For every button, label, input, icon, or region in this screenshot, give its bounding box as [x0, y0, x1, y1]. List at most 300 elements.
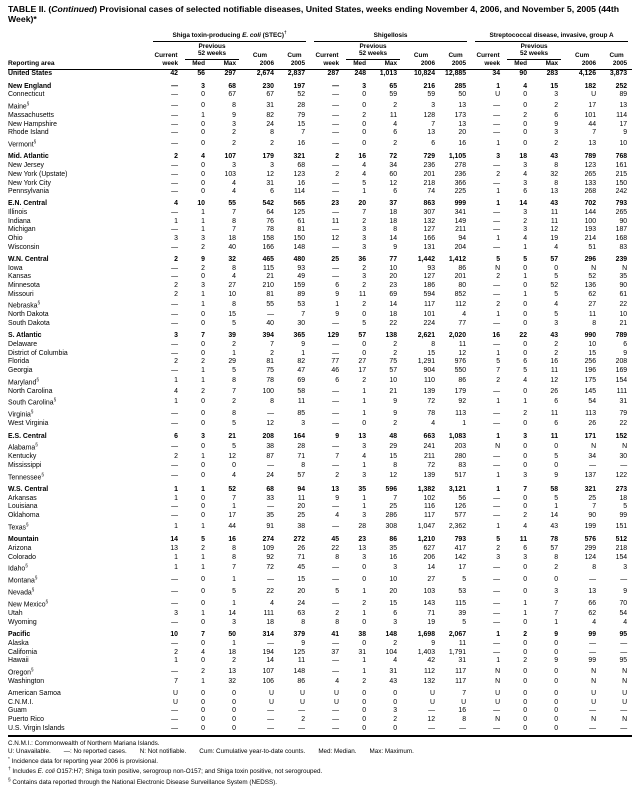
value-cell: 904 [423, 367, 436, 375]
value-cell: 22 [331, 544, 340, 552]
value-cell: 215 [615, 170, 628, 178]
value-cell: 1 [362, 398, 367, 406]
value-cell: 25 [588, 494, 597, 502]
value-cell: 3 [232, 162, 236, 170]
value-cell: 2,837 [287, 70, 306, 78]
table-row [8, 200, 632, 209]
week-label: week [149, 60, 183, 70]
value-cell: — [332, 111, 340, 119]
value-cell: 40 [228, 243, 236, 251]
value-cell: 166 [262, 243, 274, 251]
value-cell: 0 [201, 494, 205, 502]
value-cell: 64 [266, 209, 274, 217]
value-cell: 0 [362, 698, 367, 706]
value-cell: 149 [454, 217, 467, 225]
value-cell: 7 [592, 503, 597, 511]
area-cell: Pacific [8, 631, 31, 639]
value-cell: 27 [427, 576, 436, 583]
previous-label: Previous [520, 42, 548, 50]
area-cell: Arizona [8, 544, 32, 552]
value-cell: 111 [616, 387, 628, 395]
value-cell: — [402, 725, 440, 736]
value-cell: 550 [454, 367, 467, 375]
value-cell: 2 [174, 282, 178, 290]
value-cell: — [171, 111, 178, 119]
abbreviation-item: U: Unavailable. [8, 747, 51, 755]
value-cell: 50 [228, 631, 236, 639]
value-cell: 34 [588, 453, 597, 461]
value-cell: 4 [523, 522, 528, 530]
table-row [8, 574, 632, 586]
value-cell: 5 [362, 320, 367, 328]
area-cell: Delaware [8, 340, 38, 348]
table-row [8, 408, 632, 420]
value-cell: 78 [550, 536, 559, 544]
value-cell: 1 [174, 398, 178, 406]
value-cell: 1 [496, 235, 501, 243]
value-cell: 21 [619, 320, 628, 328]
value-cell: 0 [201, 349, 205, 357]
value-cell: 1 [232, 639, 236, 647]
value-cell: 9 [301, 340, 306, 348]
value-cell: 59 [427, 91, 436, 99]
area-cell: Idaho§ [8, 563, 28, 573]
value-cell: — [493, 340, 501, 348]
area-cell: E.S. Central [8, 432, 47, 440]
value-cell: 16 [492, 332, 501, 340]
value-cell: 53 [297, 301, 306, 309]
value-cell: 2 [201, 358, 205, 366]
value-cell: 7 [301, 129, 306, 137]
value-cell: 58 [550, 486, 559, 494]
value-cell: 1 [201, 301, 205, 309]
abbreviation-item: Max: Maximum. [369, 747, 414, 755]
value-cell: 206 [423, 553, 436, 561]
value-cell: U [334, 690, 340, 698]
cum-label: Cum [287, 52, 302, 60]
value-cell: 793 [454, 536, 467, 544]
value-cell: 204 [454, 243, 467, 251]
value-cell: 82 [266, 111, 274, 119]
value-cell: U [173, 690, 178, 698]
value-cell: 67 [266, 91, 274, 99]
value-cell: 0 [201, 410, 205, 418]
reporting-area-label: Reporting area [8, 60, 149, 70]
value-cell: 112 [424, 667, 436, 675]
value-cell: 38 [266, 442, 274, 450]
value-cell: 702 [584, 200, 597, 208]
footnote-cnmi: C.N.M.I.: Commonwealth of Northern Mariana Islands. [8, 739, 160, 747]
value-cell: 2 [554, 349, 559, 357]
value-cell: — [332, 420, 340, 428]
value-cell: 8 [232, 217, 236, 225]
value-cell: 1 [496, 398, 501, 406]
value-cell: 5 [335, 588, 340, 595]
value-cell: 10 [389, 377, 398, 385]
value-cell: 11 [550, 410, 559, 418]
value-cell: 29 [389, 442, 398, 450]
value-cell: — [493, 387, 501, 395]
value-cell: 278 [454, 162, 467, 170]
value-cell: 1 [362, 657, 367, 665]
value-cell: 16 [297, 179, 306, 187]
value-cell: 18 [519, 153, 528, 161]
value-cell: 10,824 [413, 70, 436, 78]
value-cell: 57 [550, 255, 559, 263]
value-cell: 7 [301, 311, 306, 319]
value-cell: 148 [293, 243, 306, 251]
value-cell: 2 [362, 282, 367, 290]
value-cell: 12 [266, 170, 274, 178]
value-cell: 2 [301, 716, 306, 724]
table-row [8, 545, 632, 554]
value-cell: 37 [331, 648, 340, 656]
title-post: ) Provisional cases of selected notifiable diseases, United States, weeks ending November 4, 2006, and November 5, 2005 (44th Week)* [8, 4, 620, 25]
value-cell: 252 [615, 82, 628, 90]
value-cell: 100 [262, 387, 274, 395]
value-cell: U [495, 690, 501, 698]
value-cell: 0 [523, 320, 528, 328]
value-cell: 86 [389, 536, 398, 544]
value-cell: 20 [297, 588, 306, 595]
table-row [8, 690, 632, 699]
value-cell: 239 [615, 255, 628, 263]
value-cell: 0 [210, 725, 241, 736]
value-cell: 7 [592, 129, 597, 137]
value-cell: 51 [588, 243, 597, 251]
value-cell: 208 [262, 432, 274, 440]
area-cell: Minnesota [8, 282, 40, 290]
value-cell: 2 [201, 264, 205, 272]
value-cell: 14 [427, 564, 436, 571]
value-cell: 465 [262, 255, 274, 263]
med-label: Med [505, 60, 532, 70]
value-cell: 576 [584, 536, 597, 544]
value-cell: 248 [354, 70, 367, 78]
value-cell: — [620, 576, 628, 583]
value-cell: 148 [385, 631, 398, 639]
value-cell: 80 [458, 282, 467, 290]
value-cell: 78 [427, 410, 436, 418]
value-cell: 18 [266, 619, 274, 627]
value-cell: 0 [523, 461, 528, 469]
value-cell: 61 [619, 290, 628, 298]
table-row [8, 341, 632, 350]
value-cell: 6 [335, 377, 340, 385]
value-cell: 663 [423, 432, 436, 440]
value-cell: 86 [458, 377, 467, 385]
value-cell: 15 [588, 349, 597, 357]
value-cell: 4 [431, 420, 436, 428]
value-cell: 11 [458, 639, 467, 647]
value-cell: — [589, 461, 597, 469]
value-cell: 2 [393, 349, 398, 357]
footnote-note: † Includes E. coli O157:H7; Shiga toxin positive, serogroup non-O157; and Shiga toxin positive, not serogrouped. [8, 767, 323, 776]
value-cell: 11 [358, 290, 367, 298]
value-cell: 2 [496, 170, 501, 178]
value-cell: 3 [232, 120, 236, 128]
value-cell: 117 [455, 667, 467, 675]
value-cell: 8 [232, 264, 236, 272]
value-cell: 2 [270, 139, 274, 147]
value-cell: 0 [523, 639, 528, 647]
value-cell: 0 [201, 320, 205, 328]
value-cell: 61 [297, 217, 306, 225]
value-cell: 0 [554, 716, 559, 724]
value-cell: 12 [427, 716, 436, 724]
value-cell: 31 [389, 667, 398, 675]
value-cell: 1,403 [417, 648, 436, 656]
value-cell: — [493, 320, 501, 328]
value-cell: 33 [266, 494, 274, 502]
value-cell: 1 [201, 111, 205, 119]
value-cell: 6 [431, 139, 436, 147]
value-cell: 0 [523, 420, 528, 428]
value-cell: 1 [201, 553, 205, 561]
cum-label: Cum [252, 52, 268, 60]
value-cell: U [591, 690, 597, 698]
value-cell: — [171, 209, 178, 217]
weeks52-label: 52 weeks [505, 50, 563, 60]
weeks52-label: 52 weeks [344, 50, 402, 60]
value-cell: 5 [232, 320, 236, 328]
value-cell: 8 [431, 340, 436, 348]
value-cell: 83 [458, 461, 467, 469]
value-cell: 4 [232, 273, 236, 281]
value-cell: 1 [201, 453, 205, 461]
value-cell: 18 [389, 217, 398, 225]
value-cell: 20 [297, 503, 306, 511]
table-row [8, 586, 632, 598]
value-cell: 0 [232, 716, 236, 724]
value-cell: 21 [266, 273, 274, 281]
table-row [8, 332, 632, 341]
value-cell: 1 [362, 410, 367, 418]
value-cell: 2 [523, 111, 528, 119]
value-cell: 0 [523, 494, 528, 502]
value-cell: 159 [293, 282, 306, 290]
value-cell: 512 [615, 536, 628, 544]
value-cell: 0 [532, 725, 563, 736]
value-cell: 99 [588, 657, 597, 665]
cum-2006-label: 2006 [241, 60, 279, 70]
value-cell: 0 [201, 461, 205, 469]
value-cell: 37 [389, 200, 398, 208]
area-cell: West Virginia [8, 420, 49, 428]
value-cell: 59 [389, 91, 398, 99]
value-cell: 9 [554, 631, 559, 639]
value-cell: 1,791 [448, 648, 467, 656]
value-cell: 1 [362, 503, 367, 511]
value-cell: 3 [201, 282, 205, 290]
value-cell: 145 [584, 387, 597, 395]
value-cell: 7 [201, 332, 205, 340]
value-cell: — [267, 707, 274, 715]
value-cell: 224 [423, 320, 436, 328]
value-cell: 542 [262, 200, 274, 208]
week-label: week [310, 60, 344, 70]
value-cell: N [622, 264, 628, 272]
value-cell: 241 [423, 442, 436, 450]
table-row [8, 188, 632, 197]
value-cell: 8 [232, 410, 236, 418]
value-cell: 0 [201, 698, 205, 706]
value-cell: 2 [174, 648, 178, 656]
value-cell: 6 [523, 544, 528, 552]
value-cell: 139 [423, 472, 436, 480]
value-cell: 15 [550, 82, 559, 90]
table-row [8, 562, 632, 574]
table-row [8, 91, 632, 100]
table-row [8, 640, 632, 649]
value-cell: N [495, 667, 501, 675]
value-cell: 29 [228, 358, 236, 366]
value-cell: 21 [389, 387, 398, 395]
table-row [8, 649, 632, 658]
value-cell: 10 [389, 264, 398, 272]
value-cell: 2 [232, 657, 236, 665]
value-cell: 114 [294, 188, 306, 196]
value-cell: — [171, 226, 178, 234]
value-cell: — [171, 120, 178, 128]
value-cell: 1 [201, 217, 205, 225]
value-cell: 1 [201, 377, 205, 385]
area-cell: District of Columbia [8, 349, 68, 357]
value-cell: 25 [331, 255, 340, 263]
value-cell: 0 [362, 91, 367, 99]
value-cell: 7 [523, 486, 528, 494]
value-cell: 1 [554, 619, 559, 627]
value-cell: 54 [588, 398, 597, 406]
current-label: Current [154, 52, 178, 60]
value-cell: 11 [550, 217, 559, 225]
value-cell: 2 [554, 101, 559, 109]
value-cell: 0 [362, 564, 367, 571]
value-cell: 0 [362, 311, 367, 319]
cum-label: Cum [448, 52, 463, 60]
value-cell: 6 [523, 358, 528, 366]
value-cell: 2,067 [448, 631, 467, 639]
value-cell: 12 [266, 420, 274, 428]
value-cell: — [332, 179, 340, 187]
value-cell: 9 [393, 398, 398, 406]
value-cell: 789 [615, 332, 628, 340]
value-cell: 0 [201, 188, 205, 196]
value-cell: 0 [201, 179, 205, 187]
value-cell: 53 [458, 588, 467, 595]
value-cell: 93 [297, 264, 306, 272]
value-cell: 1 [232, 349, 236, 357]
value-cell: 24 [266, 120, 274, 128]
table-row [8, 453, 632, 462]
value-cell: 3 [362, 273, 367, 281]
area-cell: New England [8, 82, 52, 90]
value-cell: 10 [170, 631, 178, 639]
value-cell: 6 [523, 188, 528, 196]
value-cell: 789 [584, 153, 597, 161]
value-cell: 43 [389, 677, 398, 685]
value-cell: 3 [554, 588, 559, 595]
value-cell: — [332, 707, 340, 715]
value-cell: 71 [427, 610, 436, 618]
value-cell: 127 [423, 273, 436, 281]
value-cell: 225 [454, 188, 467, 196]
value-cell: 2 [232, 129, 236, 137]
value-cell: 2 [174, 255, 178, 263]
area-cell: Mountain [8, 536, 39, 544]
value-cell: 123 [293, 170, 306, 178]
value-cell: — [171, 588, 178, 595]
value-cell: 69 [389, 290, 398, 298]
value-cell: 0 [523, 588, 528, 595]
value-cell: 4 [623, 619, 628, 627]
value-cell: — [171, 442, 178, 450]
value-cell: 34 [389, 162, 398, 170]
max-label: Max [532, 60, 563, 70]
value-cell: 6 [393, 188, 398, 196]
value-cell: 107 [262, 667, 274, 675]
value-cell: 1 [174, 522, 178, 530]
value-cell: 92 [266, 553, 274, 561]
value-cell: — [171, 188, 178, 196]
value-cell: — [171, 512, 178, 520]
value-cell: 87 [266, 453, 274, 461]
value-cell: 62 [588, 610, 597, 618]
value-cell: — [149, 725, 183, 736]
value-cell: — [493, 576, 501, 583]
value-cell: — [171, 264, 178, 272]
value-cell: 173 [454, 111, 467, 119]
week-label: week [471, 60, 505, 70]
table-row [8, 396, 632, 408]
value-cell: 5 [496, 536, 501, 544]
value-cell: 1 [174, 377, 178, 385]
value-cell: 95 [619, 631, 628, 639]
value-cell: 11 [519, 536, 528, 544]
value-cell: 3 [362, 226, 367, 234]
value-cell: 86 [297, 677, 306, 685]
value-cell: 3 [496, 153, 501, 161]
value-cell: 75 [389, 358, 398, 366]
value-cell: — [493, 243, 501, 251]
value-cell: 71 [297, 453, 306, 461]
value-cell: 0 [523, 349, 528, 357]
value-cell: 1 [523, 600, 528, 607]
value-cell: 0 [201, 512, 205, 520]
value-cell: 577 [454, 512, 467, 520]
value-cell: 132 [423, 677, 436, 685]
value-cell: 69 [297, 377, 306, 385]
value-cell: 9 [623, 349, 628, 357]
value-cell: 1 [362, 494, 367, 502]
value-cell: 12 [389, 179, 398, 187]
value-cell: 366 [454, 179, 467, 187]
value-cell: 3 [362, 553, 367, 561]
value-cell: U [334, 698, 340, 706]
value-cell: 1 [554, 503, 559, 511]
value-cell: 3 [270, 162, 274, 170]
value-cell: N [591, 677, 597, 685]
value-cell: 30 [619, 453, 628, 461]
value-cell: 31 [266, 101, 274, 109]
value-cell: 26 [297, 544, 306, 552]
area-cell: Kansas [8, 273, 31, 281]
value-cell: 1 [232, 600, 236, 607]
area-cell: Arkansas [8, 494, 37, 502]
value-cell: 75 [266, 367, 274, 375]
value-cell: 1 [201, 677, 205, 685]
value-cell: 11 [550, 432, 559, 440]
